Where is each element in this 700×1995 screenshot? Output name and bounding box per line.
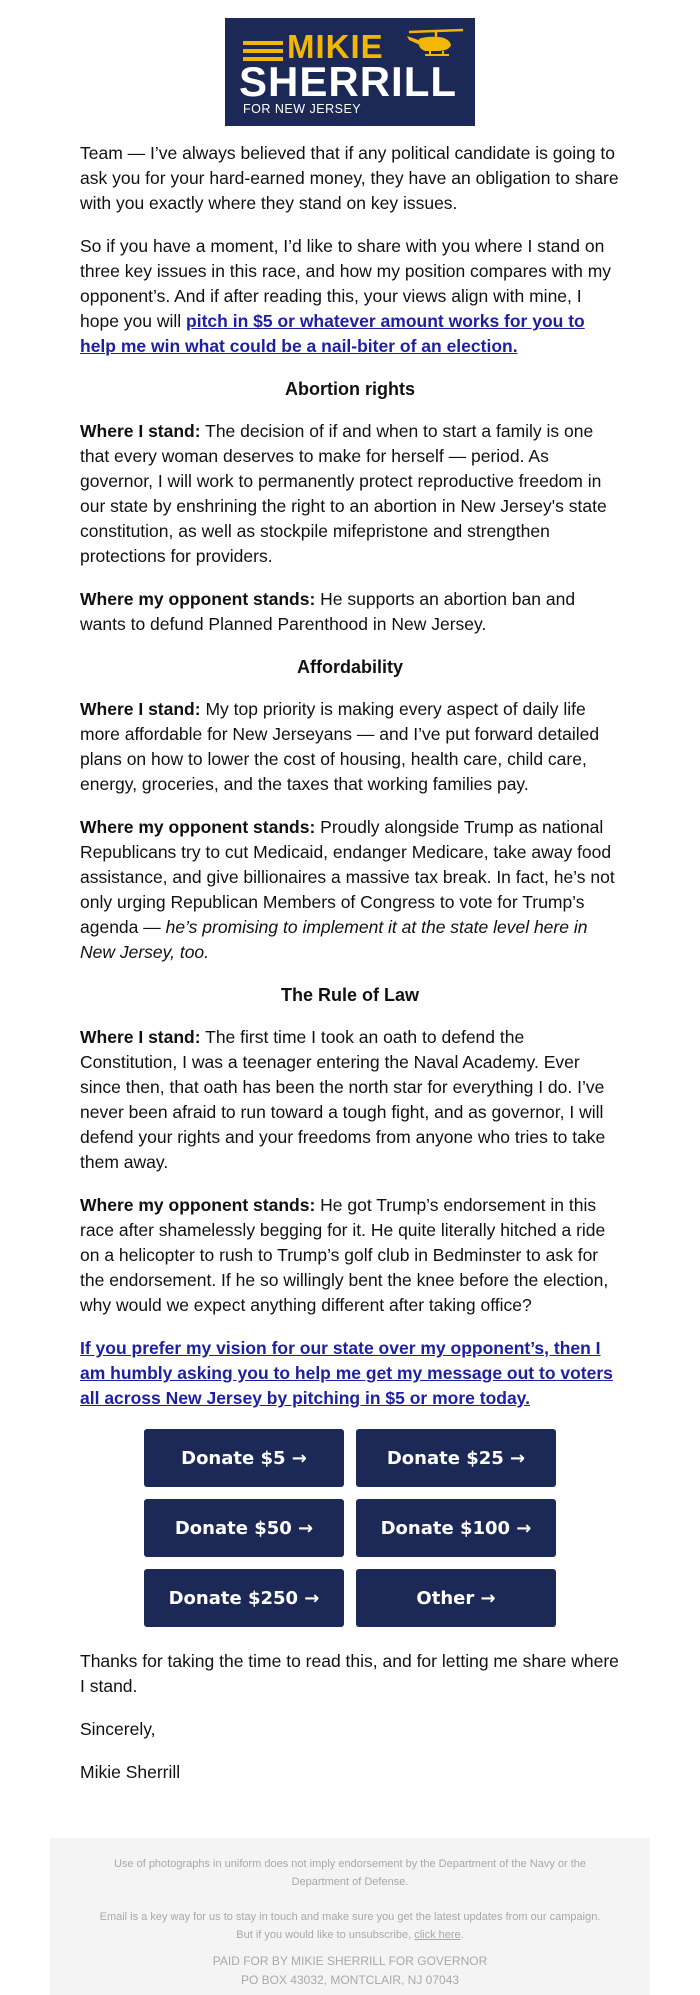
cta-donate-link[interactable]: If you prefer my vision for our state over my opponent’s, then I am humbly asking you to help me get my message out to voters all across New Jersey by pitching in $5 or more today. — [80, 1338, 613, 1408]
section-heading-affordability: Affordability — [297, 657, 403, 677]
thanks-paragraph: Thanks for taking the time to read this, and for letting me share where I stand. — [80, 1651, 619, 1696]
affordability-my-position — [80, 697, 620, 797]
footer-disclaimer: Use of photographs in uniform does not imply endorsement by the Department of the Navy or the Department of Defense. — [113, 1858, 587, 1888]
unsubscribe-link[interactable]: click here — [414, 1929, 461, 1941]
where-opponent-stands-label: Where my opponent stands: — [80, 589, 316, 609]
donate-inline-link[interactable]: pitch in $5 or whatever amount works for you to help me win what could be a nail-biter of an election. — [80, 311, 585, 356]
signature: Mikie Sherrill — [80, 1762, 181, 1782]
position-text: He got Trump’s endorsement in this race after shamelessly begging for it. He quite literally hitched a ride on a helicopter to rush to Trump’s golf club in Bedminster to ask for the endorsement. If he so willingly bent the knee before the election, why would we expect anything different after taking office? — [80, 1195, 609, 1315]
donate-50-button[interactable]: Donate $50 → — [144, 1499, 344, 1557]
position-emphasis: he’s promising to implement it at the state level here in New Jersey, too. — [80, 917, 588, 962]
section-heading-rule-of-law: The Rule of Law — [280, 985, 419, 1005]
campaign-logo — [225, 18, 475, 126]
abortion-opponent-position — [80, 587, 620, 637]
where-opponent-stands-label: Where my opponent stands: — [80, 1195, 316, 1215]
email-footer — [50, 1838, 650, 1995]
ask-paragraph — [80, 234, 620, 359]
where-opponent-stands-label: Where my opponent stands: — [80, 817, 316, 837]
position-text: The first time I took an oath to defend the Constitution, I was a teenager entering the Naval Academy. Ever since then, that oath has been the north star for everything I do. I’ve never been afraid to run toward a tough fight, and as governor, I will defend your rights and your freedoms from anyone who tries to take them away. — [80, 1027, 606, 1172]
footer-unsubscribe-note — [90, 1908, 610, 1944]
abortion-my-position — [80, 419, 620, 569]
logo-first-name: MIKIE — [287, 28, 384, 65]
where-i-stand-label: Where I stand: — [80, 421, 201, 441]
closing: Sincerely, — [80, 1719, 156, 1739]
position-text: Proudly alongside Trump as national Republicans try to cut Medicaid, endanger Medicare, take away food assistance, and give billionaires a massive tax break. In fact, he’s not only urging Republican Members of Congress to vote for Trump’s agenda — — [80, 817, 615, 937]
where-i-stand-label: Where I stand: — [80, 1027, 201, 1047]
cta-paragraph — [80, 1336, 620, 1411]
rule-of-law-opponent-position — [80, 1193, 620, 1318]
footer-unsubscribe-text: But if you would like to unsubscribe, — [236, 1929, 415, 1941]
helicopter-icon — [403, 26, 467, 62]
donate-25-button[interactable]: Donate $25 → — [356, 1429, 556, 1487]
rule-of-law-my-position — [80, 1025, 620, 1175]
donate-100-button[interactable]: Donate $100 → — [356, 1499, 556, 1557]
paid-for-line: PAID FOR BY MIKIE SHERRILL FOR GOVERNOR — [212, 1954, 488, 1968]
mailing-address: PO BOX 43032, MONTCLAIR, NJ 07043 — [240, 1973, 460, 1987]
affordability-opponent-position — [80, 815, 620, 965]
footer-email-note: Email is a key way for us to stay in touch and make sure you get the latest updates from our campaign. — [99, 1911, 601, 1923]
donate-250-button[interactable]: Donate $250 → — [144, 1569, 344, 1627]
donate-other-button[interactable]: Other → — [356, 1569, 556, 1627]
position-text: He supports an abortion ban and wants to defund Planned Parenthood in New Jersey. — [80, 589, 576, 634]
where-i-stand-label: Where I stand: — [80, 699, 201, 719]
logo-tagline: FOR NEW JERSEY — [243, 102, 362, 116]
footer-paid-for — [90, 1952, 610, 1990]
position-text: The decision of if and when to start a family is one that every woman deserves to make for herself — period. As governor, I will work to permanently protect reproductive freedom in our state by enshrining the right to an abortion in New Jersey's state constitution, as well as stockpile mifepristone and strengthen protections for providers. — [80, 421, 607, 566]
footer-period: . — [460, 1929, 464, 1941]
donate-button-grid — [144, 1429, 556, 1627]
email-body — [80, 141, 620, 1803]
ask-text: So if you have a moment, I’d like to share with you where I stand on three key issues in this race, and how my position compares with my opponent’s. And if after reading this, your views align with mine, I hope you will — [80, 236, 612, 331]
donate-5-button[interactable]: Donate $5 → — [144, 1429, 344, 1487]
section-heading-abortion: Abortion rights — [285, 379, 415, 399]
position-text: My top priority is making every aspect of daily life more affordable for New Jerseyans — and I’ve put forward detailed plans on how to lower the cost of housing, health care, child care, energy, groceries, and the taxes that working families pay. — [80, 699, 600, 794]
intro-paragraph: Team — I’ve always believed that if any political candidate is going to ask you for your hard-earned money, they have an obligation to share with you exactly where they stand on key issues. — [80, 143, 619, 213]
logo-last-name: SHERRILL — [239, 58, 457, 105]
